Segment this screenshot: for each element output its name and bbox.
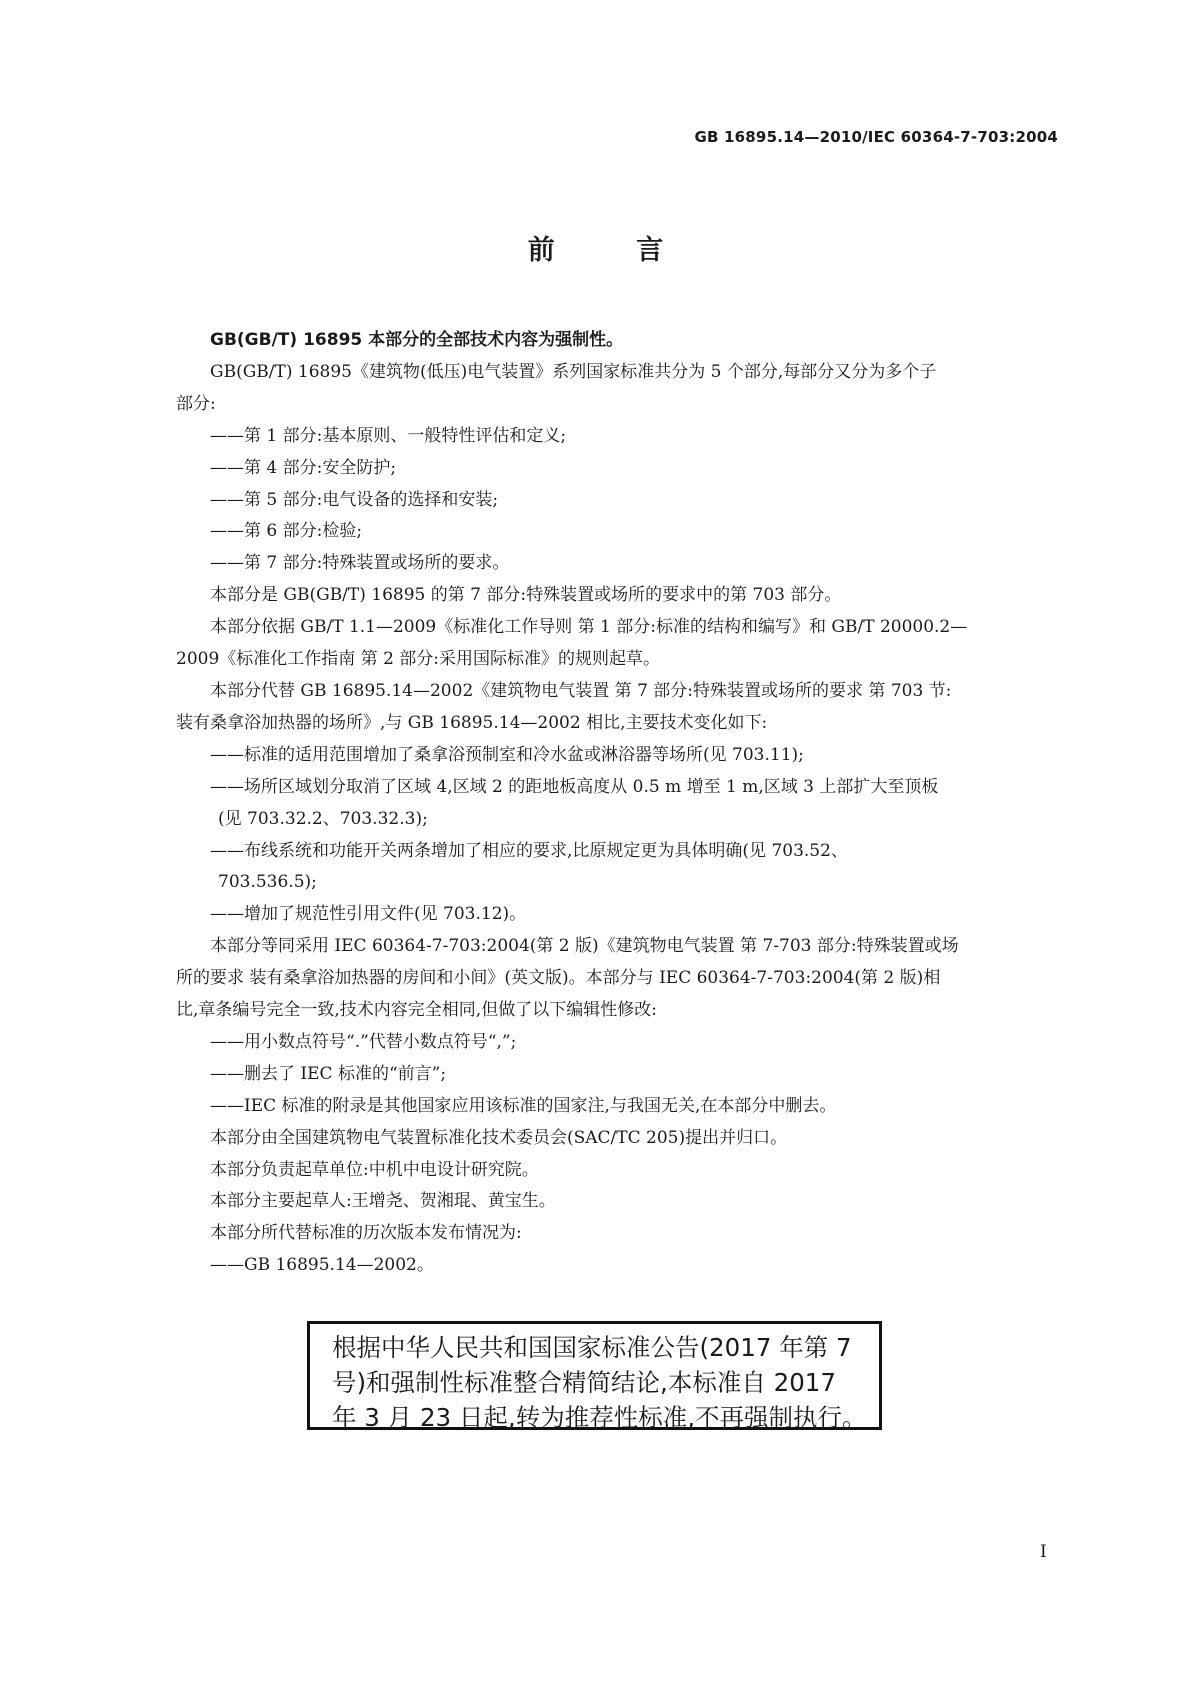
notice-line: 根据中华人民共和国国家标准公告(2017 年第 7 xyxy=(332,1333,852,1362)
foreword-body xyxy=(176,325,1056,1282)
text-line: ——布线系统和功能开关两条增加了相应的要求,比原规定更为具体明确(见 703.52、 xyxy=(210,840,848,861)
text-line: 装有桑拿浴加热器的场所》,与 GB 16895.14—2002 相比,主要技术变化如下: xyxy=(176,712,768,733)
text-line: GB(GB/T) 16895《建筑物(低压)电气装置》系列国家标准共分为 5 个部分,每部分又分为多个子 xyxy=(210,361,937,382)
text-line: 本部分等同采用 IEC 60364-7-703:2004(第 2 版)《建筑物电气装置 第 7-703 部分:特殊装置或场 xyxy=(210,936,959,957)
text-line: ——增加了规范性引用文件(见 703.12)。 xyxy=(210,904,527,925)
text-line: ——场所区域划分取消了区域 4,区域 2 的距地板高度从 0.5 m 增至 1 m,区域 3 上部扩大至顶板 xyxy=(210,776,939,797)
text-line: ——第 6 部分:检验; xyxy=(210,521,363,542)
text-line: 本部分所代替标准的历次版本发布情况为: xyxy=(210,1223,522,1244)
text-line: 2009《标准化工作指南 第 2 部分:采用国际标准》的规则起草。 xyxy=(176,649,661,670)
text-line: ——第 7 部分:特殊装置或场所的要求。 xyxy=(210,553,510,574)
standard-code-header: GB 16895.14—2010/IEC 60364-7-703:2004 xyxy=(694,128,1058,146)
status-notice-box xyxy=(307,1321,882,1430)
text-line: ——第 4 部分:安全防护; xyxy=(210,457,397,478)
text-line: 所的要求 装有桑拿浴加热器的房间和小间》(英文版)。本部分与 IEC 60364-7-703:2004(第 2 版)相 xyxy=(176,968,941,989)
text-line: 本部分主要起草人:王增尧、贺湘琨、黄宝生。 xyxy=(210,1191,556,1212)
page-title: 前 言 xyxy=(527,235,700,266)
text-line: (见 703.32.2、703.32.3); xyxy=(218,808,428,829)
text-line: 本部分依据 GB/T 1.1—2009《标准化工作导则 第 1 部分:标准的结构和编写》和 GB/T 20000.2— xyxy=(210,617,968,638)
text-line: 本部分负责起草单位:中机中电设计研究院。 xyxy=(210,1159,539,1180)
text-line: 本部分代替 GB 16895.14—2002《建筑物电气装置 第 7 部分:特殊装置或场所的要求 第 703 节: xyxy=(210,680,952,701)
notice-line: 年 3 月 23 日起,转为推荐性标准,不再强制执行。 xyxy=(332,1403,867,1432)
text-line: 本部分由全国建筑物电气装置标准化技术委员会(SAC/TC 205)提出并归口。 xyxy=(210,1127,788,1148)
text-line: 本部分是 GB(GB/T) 16895 的第 7 部分:特殊装置或场所的要求中的第 703 部分。 xyxy=(210,585,842,606)
text-line: ——用小数点符号“.”代替小数点符号“,”; xyxy=(210,1031,517,1052)
text-line: ——删去了 IEC 标准的“前言”; xyxy=(210,1063,447,1084)
text-line: ——GB 16895.14—2002。 xyxy=(210,1255,434,1276)
page-number: I xyxy=(1040,1542,1047,1562)
text-line: ——标准的适用范围增加了桑拿浴预制室和冷水盆或淋浴器等场所(见 703.11); xyxy=(210,744,804,765)
text-line: GB(GB/T) 16895 本部分的全部技术内容为强制性。 xyxy=(210,330,624,350)
text-line: ——第 5 部分:电气设备的选择和安装; xyxy=(210,489,499,510)
text-line: ——IEC 标准的附录是其他国家应用该标准的国家注,与我国无关,在本部分中删去。 xyxy=(210,1095,837,1116)
text-line: 部分: xyxy=(176,393,216,414)
text-line: 703.536.5); xyxy=(218,872,317,893)
notice-line: 号)和强制性标准整合精简结论,本标准自 2017 xyxy=(332,1368,836,1397)
text-line: 比,章条编号完全一致,技术内容完全相同,但做了以下编辑性修改: xyxy=(176,1000,657,1021)
text-line: ——第 1 部分:基本原则、一般特性评估和定义; xyxy=(210,425,567,446)
